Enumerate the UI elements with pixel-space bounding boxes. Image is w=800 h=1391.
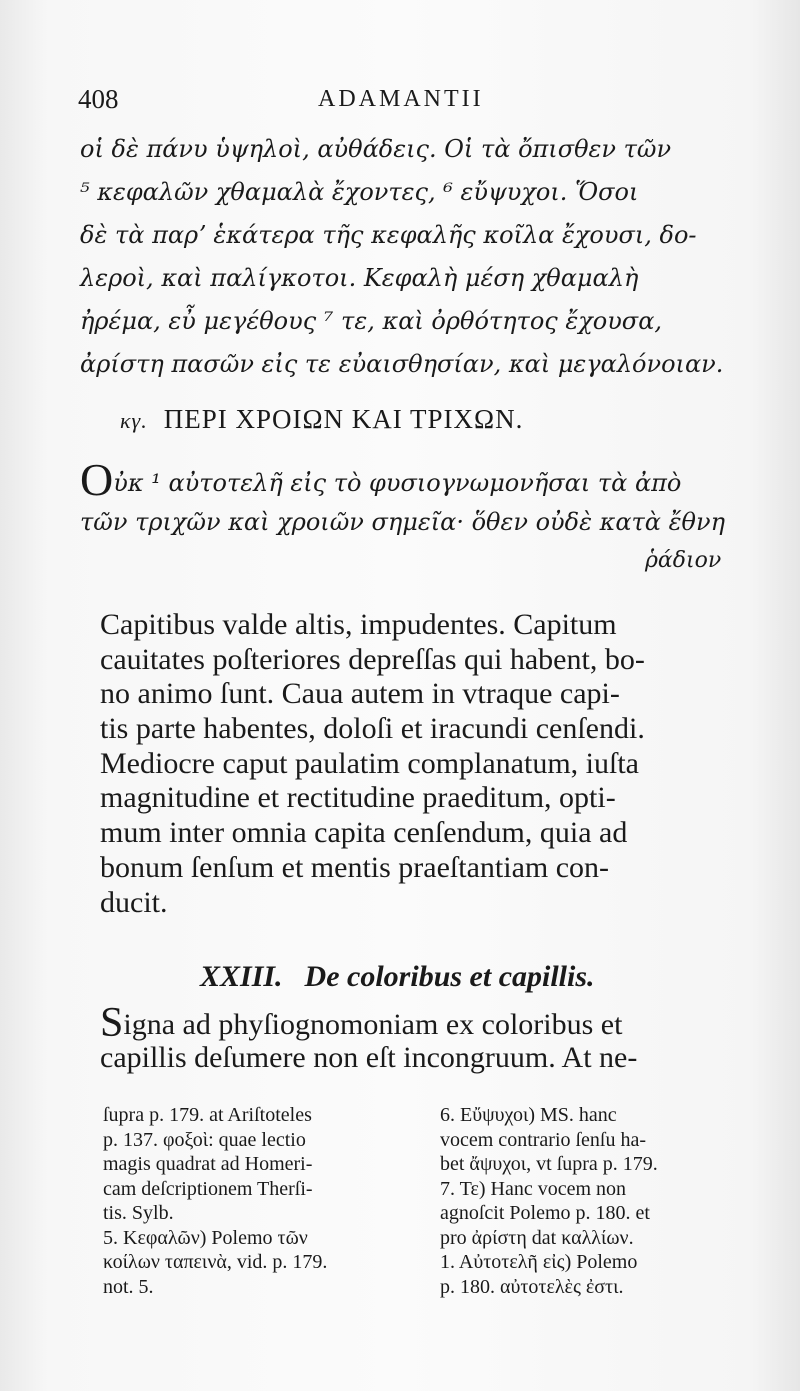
footnote-line: p. 137. φοξοὶ: quae lectio <box>103 1128 306 1151</box>
greek-line-text: ὐκ ¹ αὐτοτελῆ εἰς τὸ φυσιογνωμονῆσαι τὰ ἀπὸ <box>113 469 682 497</box>
footnote-line: κοίλων ταπεινὰ, vid. p. 179. <box>103 1251 328 1273</box>
latin-paragraph-2 <box>100 1000 740 1075</box>
greek-line: δὲ τὰ παρʼ ἑκάτερα τῆς κεφαλῆς κοῖλα ἔχουσι, δο- <box>80 221 697 249</box>
drop-initial: O <box>80 454 114 505</box>
footnote-line: 7. Τε) Hanc vocem non <box>440 1177 627 1200</box>
latin-line: tis parte habentes, doloſi et iracundi cenſendi. <box>100 712 645 746</box>
footnote-line: tis. Sylb. <box>103 1202 174 1224</box>
footnote-line: bet ἄψυχοι, vt ſupra p. 179. <box>440 1153 658 1175</box>
footnotes-right-column <box>440 1103 760 1299</box>
greek-line: λεροὶ, καὶ παλίγκοτοι. Κεφαλὴ μέση χθαμαλὴ <box>80 264 639 292</box>
latin-line: cauitates poſteriores depreſſas qui habent, bo- <box>100 642 645 676</box>
greek-line: ἀρίστη πασῶν εἰς τε εὐαισθησίαν, καὶ μεγαλόνοιαν. <box>80 350 724 378</box>
footnotes-left-column <box>103 1103 423 1299</box>
latin-paragraph <box>100 608 740 920</box>
latin-line <box>100 1000 740 1046</box>
latin-section-number: XXIII. <box>200 960 283 993</box>
drop-initial: S <box>100 1000 124 1046</box>
latin-section-heading <box>200 960 595 994</box>
latin-line-text: igna ad phyſiognomoniam ex coloribus et <box>123 1008 623 1041</box>
footnote-line: vocem contrario ſenſu ha- <box>440 1128 647 1151</box>
latin-line: ducit. <box>100 885 168 919</box>
latin-line: no animo ſunt. Caua autem in vtraque capi- <box>100 677 620 711</box>
greek-section-title: ΠΕΡΙ ΧΡΟΙΩΝ ΚΑΙ ΤΡΙΧΩΝ. <box>163 404 524 434</box>
catchword: ῥάδιον <box>645 548 722 573</box>
latin-line: Mediocre caput paulatim complanatum, iuſta <box>100 746 639 780</box>
greek-line: τῶν τριχῶν καὶ χροιῶν σημεῖα· ὅθεν οὐδὲ κατὰ ἔθνη <box>80 508 725 536</box>
page-number: 408 <box>78 84 119 114</box>
footnote-line: cam deſcriptionem Therſi- <box>103 1177 313 1200</box>
latin-line: capillis deſumere non eſt incongruum. At ne- <box>100 1040 638 1074</box>
running-title: ADAMANTII <box>318 86 484 112</box>
latin-line: magnitudine et rectitudine praeditum, opti- <box>100 781 616 815</box>
greek-paragraph <box>80 128 740 386</box>
greek-line: ἠρέμα, εὖ μεγέθους ⁷ τε, καὶ ὀρθότητος ἔχουσα, <box>80 307 663 335</box>
greek-section-heading <box>120 404 523 435</box>
footnote-line: p. 180. αὐτοτελὲς ἐστι. <box>440 1275 624 1298</box>
latin-line: bonum ſenſum et mentis praeſtantiam con- <box>100 850 610 884</box>
footnote-line: agnoſcit Polemo p. 180. et <box>440 1202 650 1224</box>
footnote-line: magis quadrat ad Homeri- <box>103 1153 313 1175</box>
footnote-line: 6. Εὔψυχοι) MS. hanc <box>440 1104 617 1126</box>
footnote-line: not. 5. <box>103 1275 154 1298</box>
latin-section-title: De coloribus et capillis. <box>304 960 595 993</box>
greek-section-number: κγ. <box>120 408 148 433</box>
footnote-line: ſupra p. 179. at Ariſtoteles <box>103 1104 312 1126</box>
greek-line: οἱ δὲ πάνυ ὑψηλοὶ, αὐθάδεις. Οἱ τὰ ὄπισθεν τῶν <box>80 135 672 163</box>
latin-line: mum inter omnia capita cenſendum, quia ad <box>100 816 628 850</box>
greek-line: ⁵ κεφαλῶν χθαμαλὰ ἔχοντες, ⁶ εὔψυχοι. Ὅσοι <box>80 178 639 206</box>
footnote-line: pro ἀρίστη dat καλλίων. <box>440 1226 634 1249</box>
greek-line <box>80 454 740 505</box>
greek-paragraph-2 <box>80 454 740 544</box>
footnote-line: 1. Αὐτοτελῆ εἰς) Polemo <box>440 1251 638 1273</box>
footnote-line: 5. Κεφαλῶν) Polemo τῶν <box>103 1226 308 1249</box>
latin-line: Capitibus valde altis, impudentes. Capitum <box>100 608 617 641</box>
